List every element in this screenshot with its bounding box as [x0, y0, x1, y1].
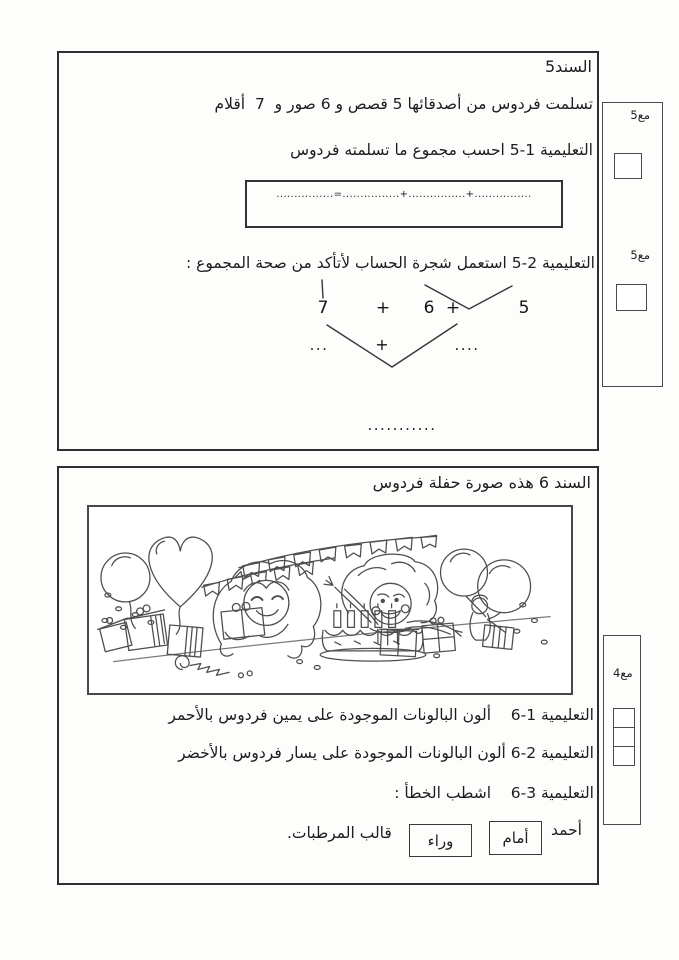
strike-subject: أحمد	[551, 821, 582, 839]
tree-result-blank[interactable]: ...........	[367, 416, 437, 434]
tree-operand-7: 7	[317, 298, 329, 318]
tree-left-blank[interactable]: ...	[309, 336, 329, 354]
tree-plus-sign-1: +	[375, 298, 391, 318]
calc-tree-lines	[302, 272, 532, 382]
tree-right-blank[interactable]: ....	[454, 336, 480, 354]
heart-balloon	[149, 537, 212, 634]
section5-title: السند5	[544, 57, 592, 76]
party-picture-frame	[87, 505, 573, 695]
criteria-label-5a: مع5	[630, 108, 650, 122]
criteria-box-4	[603, 635, 641, 825]
task-6-1-text: التعليمية 1-6 ألون البالونات الموجودة على يمين فردوس بالأحمر	[168, 706, 594, 724]
tree-plus-sign-2: +	[445, 298, 461, 318]
tree-operand-5: 5	[518, 298, 530, 318]
section6-title: السند 6 هذه صورة حفلة فردوس	[372, 473, 591, 492]
tree-mid-plus-sign: +	[375, 335, 389, 354]
criteria-label-4: مع4	[613, 666, 633, 680]
section5-intro-text: تسلمت فردوس من أصدقائها 5 قصص و 6 صور و 7 أقلام	[214, 95, 593, 113]
task-5-2-text: التعليمية 2-5 استعمل شجرة الحساب لأتأكد من صحة المجموع :	[185, 254, 595, 272]
tree-lower-v	[327, 324, 457, 367]
score-cell[interactable]	[614, 728, 634, 747]
tree-upper-v	[425, 285, 512, 309]
tree-tick-line	[322, 280, 323, 298]
gift-boxes-left	[96, 603, 203, 658]
criteria-box-5	[602, 102, 663, 387]
strike-object: قالب المرطبات.	[287, 824, 392, 842]
score-cell[interactable]	[614, 709, 634, 728]
sum-answer-line[interactable]: ................=................+................+................	[276, 189, 532, 200]
strike-option-box-2[interactable]	[409, 824, 472, 857]
right-balloons	[441, 549, 531, 618]
party-streamer	[175, 656, 252, 678]
strike-option-box-1[interactable]	[489, 821, 542, 855]
party-illustration	[89, 507, 567, 689]
task-5-1-text: التعليمية 1-5 احسب مجموع ما تسلمته فردوس	[290, 141, 593, 159]
score-table	[613, 708, 635, 766]
sum-answer-box[interactable]	[245, 180, 563, 228]
task-6-2-text: التعليمية 2-6 ألون البالونات الموجودة على يسار فردوس بالأخضر	[178, 744, 594, 762]
score-checkbox-1[interactable]	[614, 153, 642, 179]
section5-box	[57, 51, 599, 451]
strike-option-1-label[interactable]: أمام	[502, 829, 529, 847]
score-checkbox-2[interactable]	[616, 284, 647, 311]
section6-box	[57, 466, 599, 885]
score-cell[interactable]	[614, 747, 634, 765]
criteria-label-5b: مع5	[630, 248, 650, 262]
task-6-3-text: التعليمية 3-6 اشطب الخطأ :	[394, 784, 594, 802]
strike-option-2-label[interactable]: وراء	[427, 831, 454, 850]
tree-operand-6: 6	[423, 298, 435, 318]
